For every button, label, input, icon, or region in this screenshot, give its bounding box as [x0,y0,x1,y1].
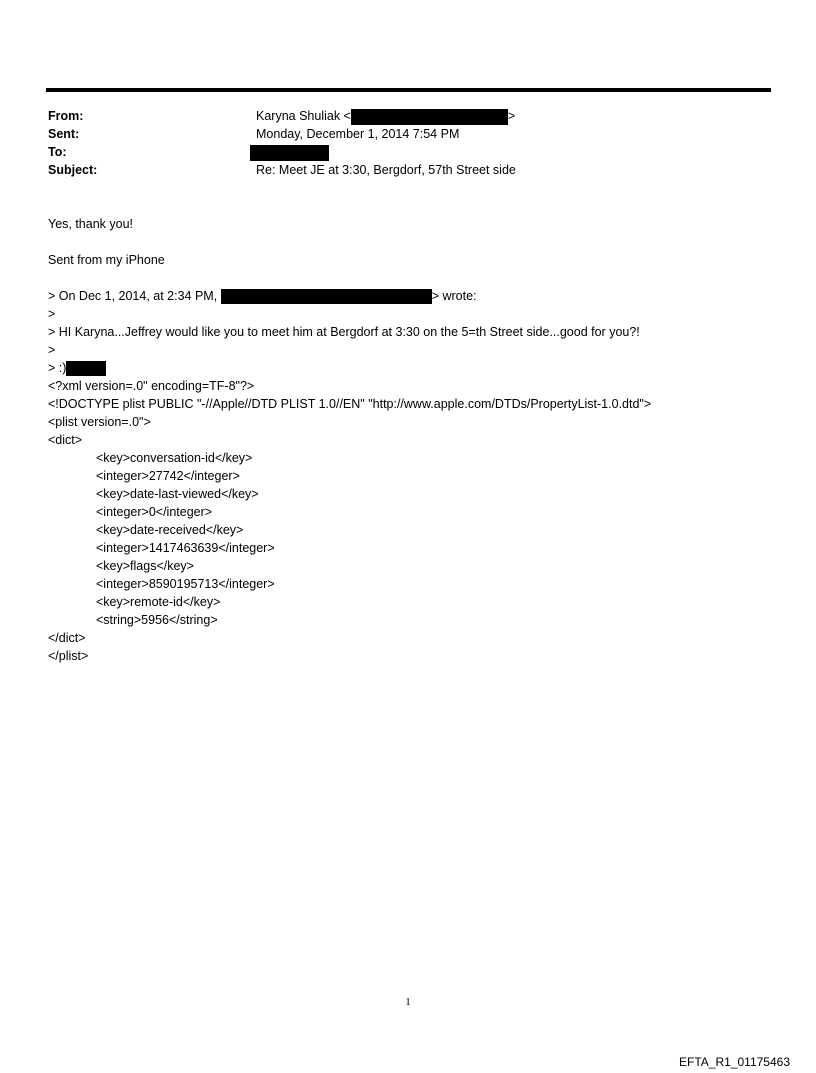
quote-blank: > [48,307,56,321]
plist-line: <key>date-received</key> [96,523,244,537]
plist-line: <integer>27742</integer> [96,469,240,483]
dict-open-tag: <dict> [48,433,83,447]
quote-intro-prefix: > On Dec 1, 2014, at 2:34 PM, [48,289,218,303]
bates-number: EFTA_R1_01175463 [679,1055,790,1069]
plist-line: <key>flags</key> [96,559,194,573]
plist-line: <integer>0</integer> [96,505,213,519]
plist-line: <key>conversation-id</key> [96,451,253,465]
redaction-box [66,361,106,376]
subject-label: Subject: [48,163,98,177]
plist-line: <key>remote-id</key> [96,595,221,609]
from-value: Karyna Shuliak < > [256,109,516,123]
header-divider [46,88,771,92]
quote-intro [48,287,477,305]
reply-text: Yes, thank you! [48,217,134,231]
subject-value: Re: Meet JE at 3:30, Bergdorf, 57th Street side [256,163,516,177]
sent-label: Sent: [48,127,80,141]
plist-doctype: <!DOCTYPE plist PUBLIC "-//Apple//DTD PLIST 1.0//EN" "http://www.apple.com/DTDs/PropertyList-1.0.dtd"> [48,397,652,411]
redaction-box [250,145,329,161]
quote-blank: > [48,343,56,357]
redaction-box [351,109,508,125]
plist-open-tag: <plist version=.0"> [48,415,151,429]
plist-line: <key>date-last-viewed</key> [96,487,259,501]
plist-line: <string>5956</string> [96,613,218,627]
from-name: Karyna Shuliak [256,109,341,123]
dict-close-tag: </dict> [48,631,86,645]
from-label: From: [48,109,84,123]
plist-xml-declaration: <?xml version=.0" encoding=TF-8"?> [48,379,255,393]
redaction-box [221,289,432,304]
quote-intro-suffix: > wrote: [431,289,477,303]
sent-value: Monday, December 1, 2014 7:54 PM [256,127,460,141]
quote-message: > HI Karyna...Jeffrey would like you to meet him at Bergdorf at 3:30 on the 5=th Street side...good for you?! [48,325,640,339]
quote-smiley-text: > :) [48,361,67,375]
quote-smiley [48,359,106,377]
to-value [250,143,329,161]
plist-close-tag: </plist> [48,649,89,663]
signature-text: Sent from my iPhone [48,253,165,267]
to-label: To: [48,145,67,159]
plist-line: <integer>8590195713</integer> [96,577,275,591]
plist-line: <integer>1417463639</integer> [96,541,275,555]
page-number: 1 [405,996,411,1008]
